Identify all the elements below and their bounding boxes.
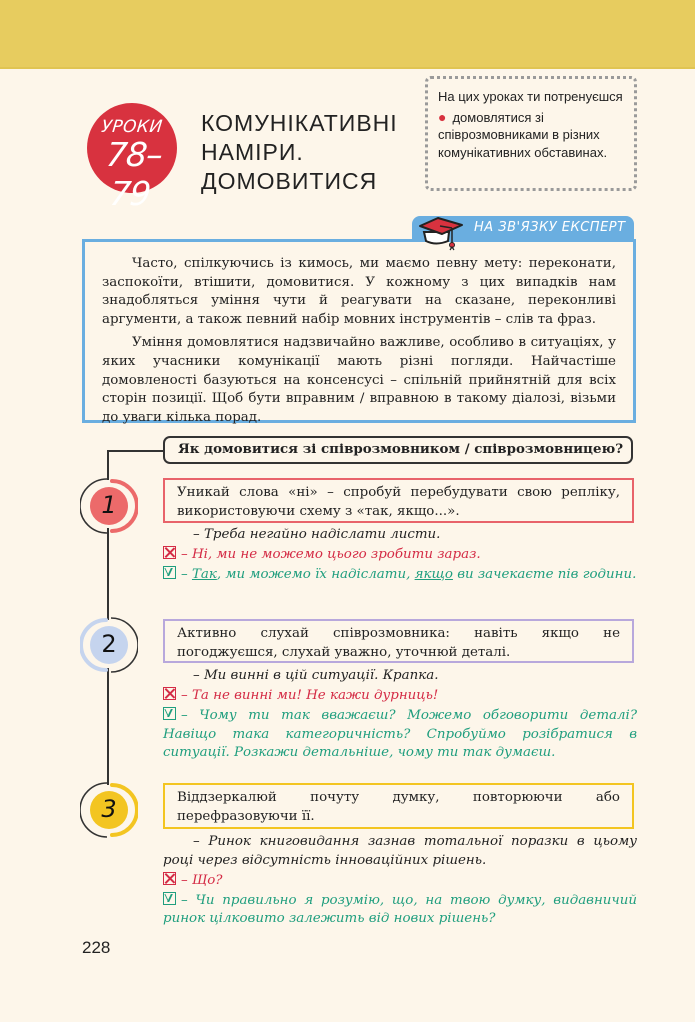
step-number: 3 [101, 795, 117, 823]
expert-paragraph: Уміння домовлятися надзвичайно важливе, особливо в ситуаціях, у яких учасники комунікації мають різні погляди. Найчастіше домовленості базуються на консенсусі – спільній прийнятній для всіх сторін позиції. Щоб бути вправним / вправною в такому діалозі, візьми до уваги кілька порад. [102, 335, 616, 425]
step-3-badge [80, 781, 138, 839]
dialog-wrong [163, 546, 637, 565]
connector-line [107, 450, 109, 480]
wrong-mark-icon [163, 872, 176, 885]
tip-box-1 [163, 478, 634, 523]
dialog-example-2 [163, 667, 637, 764]
wrong-text: – Та не винні ми! Не кажи дурниць! [181, 688, 439, 704]
goals-item [438, 109, 624, 162]
step-number: 1 [101, 491, 117, 519]
title-line: НАМІРИ. [201, 139, 304, 165]
check-mark-icon [163, 707, 176, 720]
lesson-numbers: 78–79 [104, 135, 164, 213]
wrong-text: – Що? [181, 872, 223, 888]
expert-box [82, 239, 636, 423]
dialog-wrong [163, 872, 637, 891]
connector-line [107, 528, 109, 620]
right-text: ви зачекаєте пів години. [452, 567, 637, 583]
check-mark-icon [163, 566, 176, 579]
right-text-underlined: якщо [414, 567, 453, 583]
right-text: – Чи правильно я розумію, що, на твою думку, видавничий ринок цілковито залежить від нових рішень? [163, 892, 637, 927]
title-line: ДОМОВИТИСЯ [201, 168, 378, 194]
expert-paragraph: Часто, спілкуючись із кимось, ми маємо певну мету: переконати, заспокоїти, втішити, домовитися. У кожному з цих випадків нам знадобляться уміння чути й реагувати на сказане, переконливі аргументи, а також певний набір мовних інструментів – слів та фраз. [102, 256, 616, 327]
tip-text: Віддзеркалюй почуту думку, повторюючи або перефразовуючи її. [177, 790, 620, 824]
step-1-badge [80, 477, 138, 535]
wrong-mark-icon [163, 546, 176, 559]
check-mark-icon [163, 892, 176, 905]
bullet-icon: ● [438, 108, 447, 125]
tip-box-3 [163, 783, 634, 829]
dialog-wrong [163, 687, 637, 706]
lesson-goals-box [425, 76, 637, 191]
dialog-example-1 [163, 526, 637, 586]
top-color-band [0, 0, 695, 69]
tip-box-2 [163, 619, 634, 663]
dialog-prompt: – Ринок книговидання зазнав тотальної поразки в цьому році через відсутність інноваційних рішень. [163, 834, 637, 868]
right-text: , ми можемо їх надіслати, [216, 567, 415, 583]
page-number: 228 [82, 938, 111, 957]
page-title [201, 109, 398, 196]
connector-line [107, 668, 109, 785]
graduation-cap-icon [418, 212, 468, 252]
lesson-badge [87, 103, 177, 213]
dialog-right [163, 707, 637, 763]
tip-text: Активно слухай співрозмовника: навіть якщо не погоджуєшся, слухай уважно, уточнюй деталі. [177, 626, 620, 660]
section-question: Як домовитися зі співрозмовником / співрозмовницею? [163, 436, 633, 464]
tip-text: Уникай слова «ні» – спробуй перебудувати свою репліку, використовуючи схему з «так, якщо...». [177, 485, 620, 519]
dialog-prompt: – Треба негайно надіслати листи. [193, 527, 441, 542]
goals-item-text: домовлятися зі співрозмовниками в різних комунікативних обставинах. [438, 109, 608, 160]
title-line: КОМУНІКАТИВНІ [201, 110, 398, 136]
wrong-mark-icon [163, 687, 176, 700]
right-text: – Чому ти так вважаєш? Можемо обговорити деталі? Навіщо така категоричність? Спробуймо розібратися в ситуації. Розкажи детальніше, чому ти так думаєш. [163, 708, 637, 761]
step-2-badge [80, 616, 138, 674]
step-number: 2 [101, 630, 117, 658]
wrong-text: – Ні, ми не можемо цього зробити зараз. [181, 547, 481, 563]
dialog-right [163, 566, 637, 585]
dialog-prompt: – Ми винні в цій ситуації. Крапка. [193, 668, 439, 683]
right-text-underlined: Так [191, 567, 217, 583]
goals-intro: На цих уроках ти потренуєшся [438, 89, 623, 104]
right-text: – [181, 567, 192, 583]
dialog-right [163, 892, 637, 929]
dialog-example-3 [163, 833, 637, 930]
connector-line [107, 450, 163, 452]
lesson-label: УРОКИ [100, 117, 164, 137]
expert-tab-label: НА ЗВ'ЯЗКУ ЕКСПЕРТ [474, 220, 626, 235]
